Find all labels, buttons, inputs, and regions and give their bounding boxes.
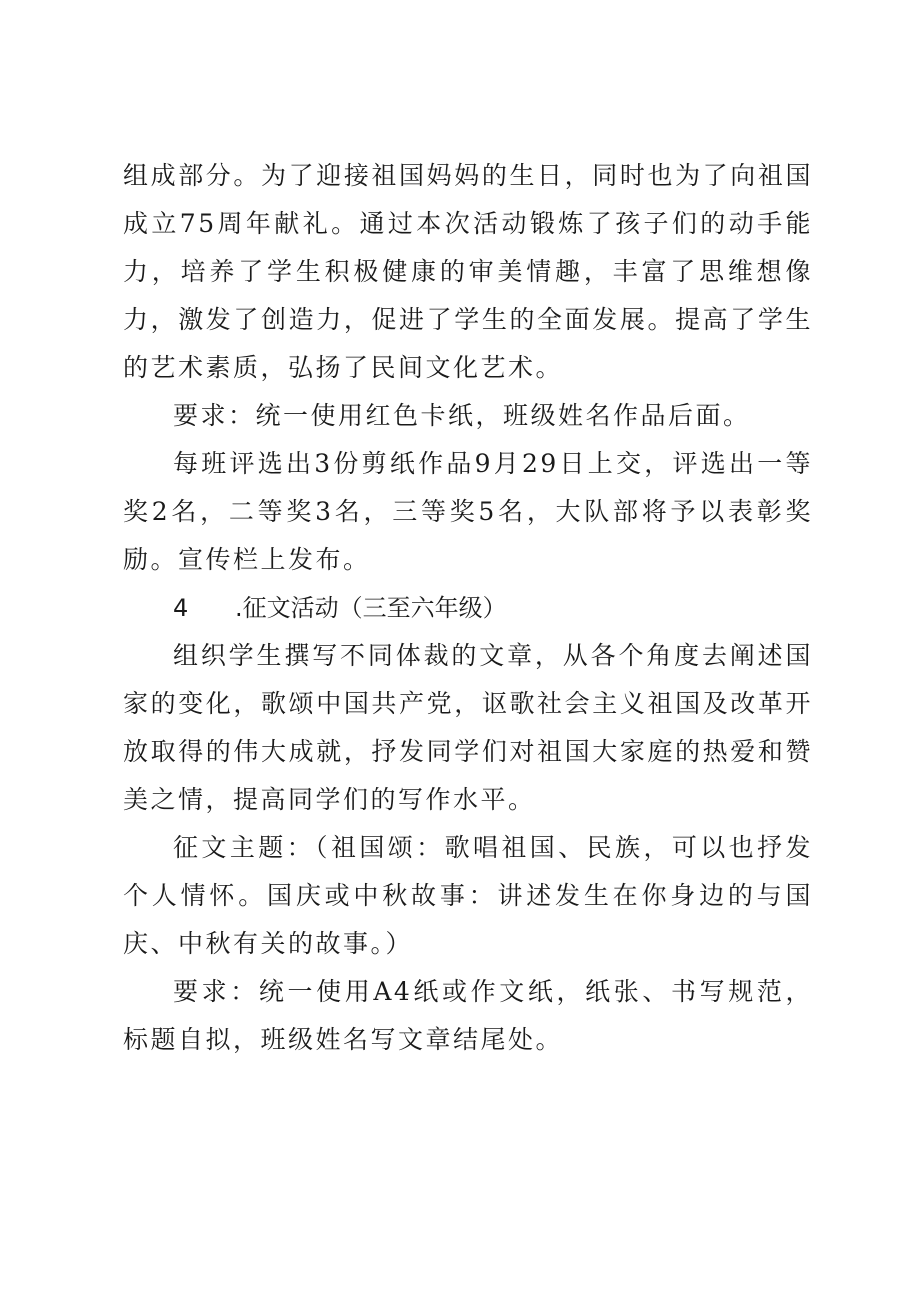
section-title: .征文活动（三至六年级） (235, 594, 507, 622)
section-heading (123, 584, 813, 632)
intro-paragraph: 组成部分。为了迎接祖国妈妈的生日，同时也为了向祖国成立75周年献礼。通过本次活动锻炼了孩子们的动手能力，培养了学生积极健康的审美情趣，丰富了思维想像力，激发了创造力，促进了学生的全面发展。提高了学生的艺术素质，弘扬了民间文化艺术。 (123, 161, 813, 382)
essay-theme-paragraph: 征文主题：（祖国颂：歌唱祖国、民族，可以也抒发个人情怀。国庆或中秋故事：讲述发生在你身边的与国庆、中秋有关的故事。） (123, 833, 813, 958)
essay-requirement-paragraph: 要求：统一使用A4纸或作文纸，纸张、书写规范，标题自拟，班级姓名写文章结尾处。 (123, 977, 813, 1054)
essay-description-paragraph: 组织学生撰写不同体裁的文章，从各个角度去阐述国家的变化，歌颂中国共产党，讴歌社会主义祖国及改革开放取得的伟大成就，抒发同学们对祖国大家庭的热爱和赞美之情，提高同学们的写作水平。 (123, 641, 813, 814)
section-number: 4 (173, 594, 189, 622)
document-body (123, 152, 813, 1064)
papercut-requirement-paragraph: 要求：统一使用红色卡纸，班级姓名作品后面。 (173, 401, 751, 430)
papercut-selection-paragraph: 每班评选出3份剪纸作品9月29日上交，评选出一等奖2名，二等奖3名，三等奖5名，大队部将予以表彰奖励。宣传栏上发布。 (123, 449, 813, 574)
